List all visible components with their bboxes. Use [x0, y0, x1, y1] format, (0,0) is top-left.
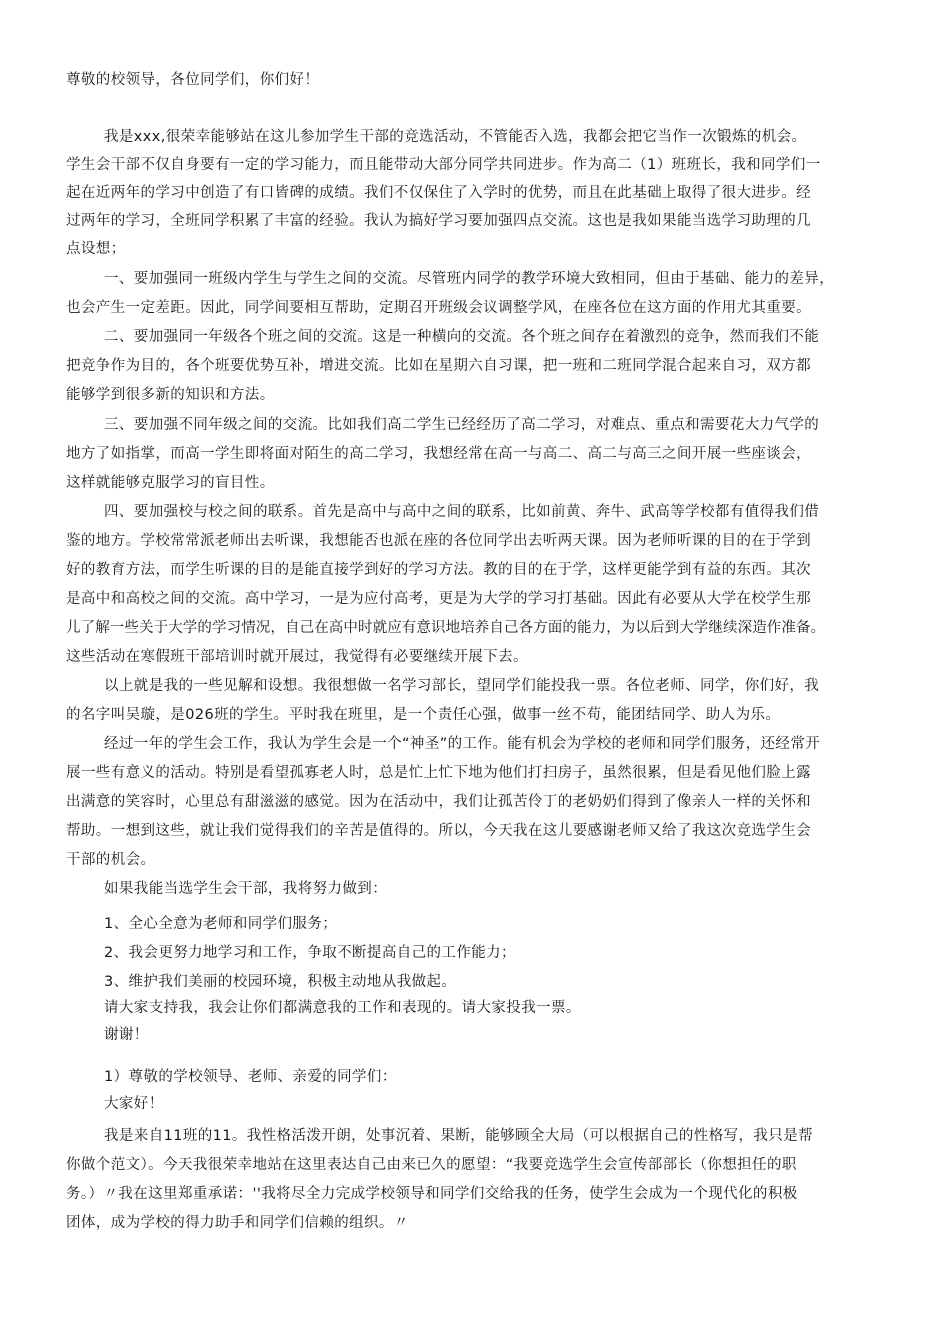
pledge-3: 3、维护我们美丽的校园环境，积极主动地从我做起。: [104, 974, 457, 990]
experience-line-4: 帮助。一想到这些，就让我们觉得我们的辛苦是值得的。所以，今天我在这儿要感谢老师又给了我这次竞选学生会: [66, 823, 811, 839]
p1-line-1: 我是xxx,很荣幸能够站在这儿参加学生干部的竞选活动，不管能否入选，我都会把它当作一次锻炼的机会。: [104, 129, 807, 145]
speech2-line-3: 务。）〃我在这里郑重承诺：''我将尽全力完成学校领导和同学们交给我的任务，使学生会成为一个现代化的积极: [66, 1186, 798, 1202]
thanks-line: 谢谢！: [104, 1027, 149, 1043]
greeting-line: 尊敬的校领导，各位同学们，你们好！: [66, 72, 320, 88]
point4-line-5: 儿了解一些关于大学的学习情况，自己在高中时就应有意识地培养自己各方面的能力，为以后到大学继续深造作准备。: [66, 620, 826, 636]
point2-line-3: 能够学到很多新的知识和方法。: [66, 387, 275, 403]
experience-line-3: 出满意的笑容时，心里总有甜滋滋的感觉。因为在活动中，我们让孤苦伶丁的老奶奶们得到了像亲人一样的关怀和: [66, 794, 811, 810]
point3-line-1: 三、要加强不同年级之间的交流。比如我们高二学生已经经历了高二学习，对难点、重点和需要花大力气学的: [104, 417, 820, 433]
experience-line-2: 展一些有意义的活动。特别是看望孤寡老人时，总是忙上忙下地为他们打扫房子，虽然很累，但是看见他们脸上露: [66, 765, 811, 781]
speech2-hello: 大家好！: [104, 1096, 164, 1112]
p1-line-2: 学生会干部不仅自身要有一定的学习能力，而且能带动大部分同学共同进步。作为高二（1）班班长，我和同学们一: [66, 157, 821, 173]
p1-line-5: 点设想；: [66, 241, 126, 257]
experience-line-5: 干部的机会。: [66, 852, 156, 868]
support-line: 请大家支持我，我会让你们都满意我的工作和表现的。请大家投我一票。: [104, 1000, 581, 1016]
p1-line-4: 过两年的学习，全班同学积累了丰富的经验。我认为搞好学习要加强四点交流。这也是我如果能当选学习助理的几: [66, 213, 811, 229]
point4-line-4: 是高中和高校之间的交流。高中学习，一是为应付高考，更是为大学的学习打基础。因此有必要从大学在校学生那: [66, 591, 811, 607]
point4-line-3: 好的教育方法，而学生听课的目的是能直接学到好的学习方法。教的目的在于学，这样更能学到有益的东西。其次: [66, 562, 811, 578]
speech2-line-2: 你做个范文）。今天我很荣幸地站在这里表达自己由来已久的愿望：“我要竞选学生会宣传部部长（你想担任的职: [66, 1157, 797, 1173]
point2-line-2: 把竞争作为目的，各个班要优势互补，增进交流。比如在星期六自习课，把一班和二班同学混合起来自习，双方都: [66, 358, 811, 374]
p1-line-3: 起在近两年的学习中创造了有口皆碑的成绩。我们不仅保住了入学时的优势，而且在此基础上取得了很大进步。经: [66, 185, 811, 201]
point4-line-6: 这些活动在寒假班干部培训时就开展过，我觉得有必要继续开展下去。: [66, 649, 528, 665]
speech2-line-1: 我是来自11班的11。我性格活泼开朗，处事沉着、果断，能够顾全大局（可以根据自己的性格写，我只是帮: [104, 1128, 813, 1144]
point3-line-2: 地方了如指掌，而高一学生即将面对陌生的高二学习，我想经常在高一与高二、高二与高三之间开展一些座谈会，: [66, 446, 811, 462]
experience-line-1: 经过一年的学生会工作，我认为学生会是一个“神圣”的工作。能有机会为学校的老师和同学们服务，还经常开: [104, 736, 821, 752]
summary-line-1: 以上就是我的一些见解和设想。我很想做一名学习部长，望同学们能投我一票。各位老师、同学，你们好，我: [104, 678, 820, 694]
pledge-2: 2、我会更努力地学习和工作，争取不断提高自己的工作能力；: [104, 945, 516, 961]
if-elected-line: 如果我能当选学生会干部，我将努力做到：: [104, 881, 388, 897]
summary-line-2: 的名字叫吴璇，是026班的学生。平时我在班里，是一个责任心强，做事一丝不苟，能团结同学、助人为乐。: [66, 707, 781, 723]
point4-line-1: 四、要加强校与校之间的联系。首先是高中与高中之间的联系，比如前黄、奔牛、武高等学校都有值得我们借: [104, 504, 820, 520]
speech2-heading: 1）尊敬的学校领导、老师、亲爱的同学们：: [104, 1069, 397, 1085]
point3-line-3: 这样就能够克服学习的盲目性。: [66, 475, 275, 491]
point1-line-2: 也会产生一定差距。因此，同学间要相互帮助，定期召开班级会议调整学风，在座各位在这方面的作用尤其重要。: [66, 300, 811, 316]
point1-line-1: 一、要加强同一班级内学生与学生之间的交流。尽管班内同学的教学环境大致相同，但由于基础、能力的差异，: [104, 271, 835, 287]
point2-line-1: 二、要加强同一年级各个班之间的交流。这是一种横向的交流。各个班之间存在着激烈的竞争，然而我们不能: [104, 329, 820, 345]
point4-line-2: 鉴的地方。学校常常派老师出去听课，我想能否也派在座的各位同学出去听两天课。因为老师听课的目的在于学到: [66, 533, 811, 549]
speech2-line-4: 团体，成为学校的得力助手和同学们信赖的组织。〃: [66, 1215, 409, 1231]
pledge-1: 1、全心全意为老师和同学们服务；: [104, 916, 338, 932]
